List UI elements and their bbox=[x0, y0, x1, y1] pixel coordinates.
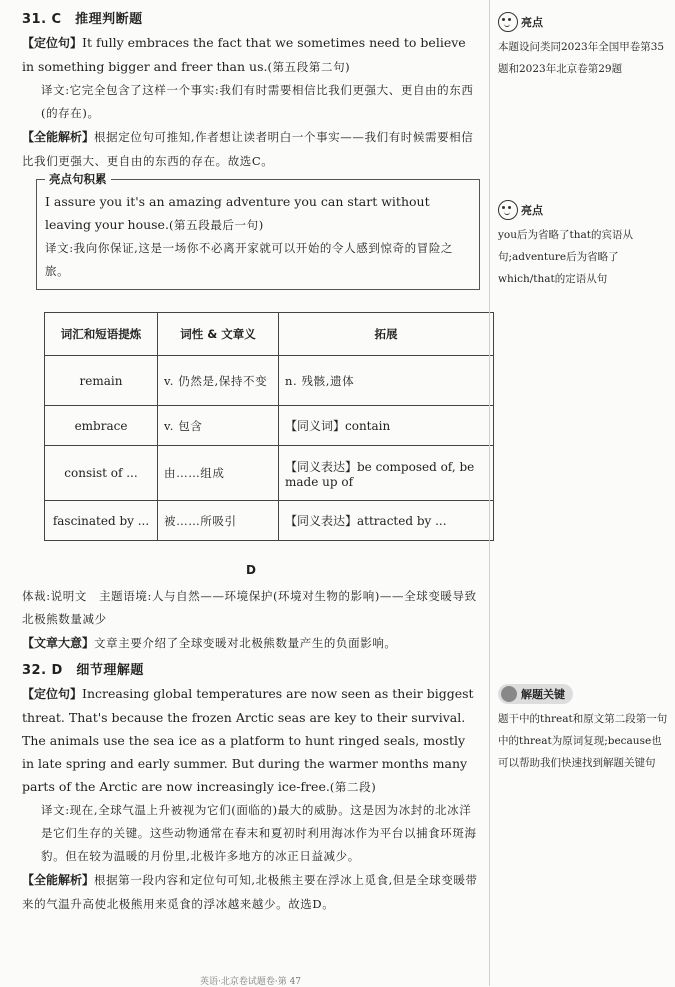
q32-translation: 译文:现在,全球气温上升被视为它们(面临的)最大的威胁。这是因为冰封的北冰洋是它们生存的关键。这些动物通常在春末和夏初时利用海冰作为平台以捕食环斑海豹。但在较为温暖的月份里,北极许多地方的冰正日益减少。 bbox=[41, 803, 477, 863]
note-key bbox=[498, 684, 670, 774]
note-text: you后为省略了that的宾语从句;adventure后为省略了which/that的定语从句 bbox=[498, 229, 633, 285]
vocab-table bbox=[44, 312, 494, 541]
vocab-pos: 被……所吸引 bbox=[158, 501, 279, 541]
main-column bbox=[22, 8, 480, 916]
table-header: 词性 & 文章义 bbox=[158, 313, 279, 356]
page-footer: 英语·北京卷试题卷·第 47 bbox=[200, 977, 302, 987]
main-idea-text: 文章主要介绍了全球变暖对北极熊数量产生的负面影响。 bbox=[94, 636, 397, 650]
q32-heading: 32. D 细节理解题 bbox=[22, 663, 144, 678]
q31-analysis-text: 根据定位句可推知,作者想让读者明白一个事实——我们有时候需要相信比我们更强大、更自由的东西的存在。故选C。 bbox=[22, 130, 474, 168]
cartoon-face-icon bbox=[498, 12, 518, 32]
sidebar-notes bbox=[489, 0, 675, 986]
key-icon bbox=[501, 686, 517, 702]
vocab-pos: 由……组成 bbox=[158, 446, 279, 501]
q32-analysis bbox=[22, 868, 480, 916]
q32-locate-src: (第二段) bbox=[329, 780, 377, 794]
vocab-ext: 【同义表达】attracted by ... bbox=[279, 501, 494, 541]
vocab-word: consist of ... bbox=[45, 446, 158, 501]
box-translation: 译文:我向你保证,这是一场你不必离开家就可以开始的令人感到惊奇的冒险之旅。 bbox=[45, 241, 454, 278]
q31-locate bbox=[22, 31, 480, 79]
q32-analysis-text: 根据第一段内容和定位句可知,北极熊主要在浮冰上觅食,但是全球变暖带来的气温升高使北极熊用来觅食的浮冰越来越少。故选D。 bbox=[22, 873, 478, 911]
q31-locate-en: It fully embraces the fact that we sometimes need to believe in something bigger and freer than us. bbox=[22, 35, 466, 74]
locate-tag: 【定位句】 bbox=[22, 36, 83, 50]
cartoon-face-icon bbox=[498, 200, 518, 220]
vocab-word: embrace bbox=[45, 406, 158, 446]
q31-translation: 译文:它完全包含了这样一个事实:我们有时需要相信比我们更强大、更自由的东西(的存在)。 bbox=[41, 83, 474, 120]
box-sentence bbox=[45, 190, 473, 237]
vocab-word: fascinated by ... bbox=[45, 501, 158, 541]
table-row bbox=[45, 406, 494, 446]
locate-tag: 【定位句】 bbox=[22, 687, 83, 701]
passage-main-idea bbox=[22, 631, 480, 655]
table-row bbox=[45, 356, 494, 406]
note-text: 题干中的threat和原文第二段第一句中的threat为原词复现;because也可以帮助我们快速找到解题关键句 bbox=[498, 713, 668, 769]
box-src: (第五段最后一句) bbox=[168, 218, 264, 232]
box-en: I assure you it's an amazing adventure you can start without leaving your house. bbox=[45, 194, 430, 232]
vocab-word: remain bbox=[45, 356, 158, 406]
note-highlight-1 bbox=[498, 12, 670, 80]
note-label: 亮点 bbox=[521, 16, 543, 29]
table-header: 词汇和短语提炼 bbox=[45, 313, 158, 356]
table-header: 拓展 bbox=[279, 313, 494, 356]
table-header-row bbox=[45, 313, 494, 356]
q31-heading: 31. C 推理判断题 bbox=[22, 12, 143, 27]
vocab-pos: v. 包含 bbox=[158, 406, 279, 446]
passage-letter: D bbox=[246, 563, 256, 577]
note-label: 解题关键 bbox=[521, 688, 565, 701]
passage-genre: 体裁:说明文 主题语境:人与自然——环境保护(环境对生物的影响)——全球变暖导致北极熊数量减少 bbox=[22, 589, 477, 626]
main-idea-tag: 【文章大意】 bbox=[22, 636, 95, 650]
note-text: 本题设问类同2023年全国甲卷第35题和2023年北京卷第29题 bbox=[498, 41, 665, 75]
vocab-ext: 【同义词】contain bbox=[279, 406, 494, 446]
note-label: 亮点 bbox=[521, 204, 543, 217]
box-title: 亮点句积累 bbox=[45, 171, 111, 187]
table-row bbox=[45, 501, 494, 541]
note-highlight-2 bbox=[498, 200, 670, 290]
vocab-ext: n. 残骸,遗体 bbox=[279, 356, 494, 406]
highlight-sentence-box bbox=[36, 172, 480, 290]
vocab-pos: v. 仍然是,保持不变 bbox=[158, 356, 279, 406]
analysis-tag: 【全能解析】 bbox=[22, 873, 95, 887]
q32-locate bbox=[22, 682, 480, 799]
q31-analysis bbox=[22, 125, 480, 173]
analysis-tag: 【全能解析】 bbox=[22, 130, 95, 144]
table-row bbox=[45, 446, 494, 501]
q31-locate-src: (第五段第二句) bbox=[267, 60, 351, 74]
q32-locate-en: Increasing global temperatures are now seen as their biggest threat. That's because the frozen Arctic seas are key to their survival. The animals use the sea ice as a platform to hunt ringed seals, mostly in late spring and early summer. But during the warmer months many parts of the Arctic are now increasingly ice-free. bbox=[22, 686, 474, 794]
vocab-ext: 【同义表达】be composed of, be made up of bbox=[279, 446, 494, 501]
